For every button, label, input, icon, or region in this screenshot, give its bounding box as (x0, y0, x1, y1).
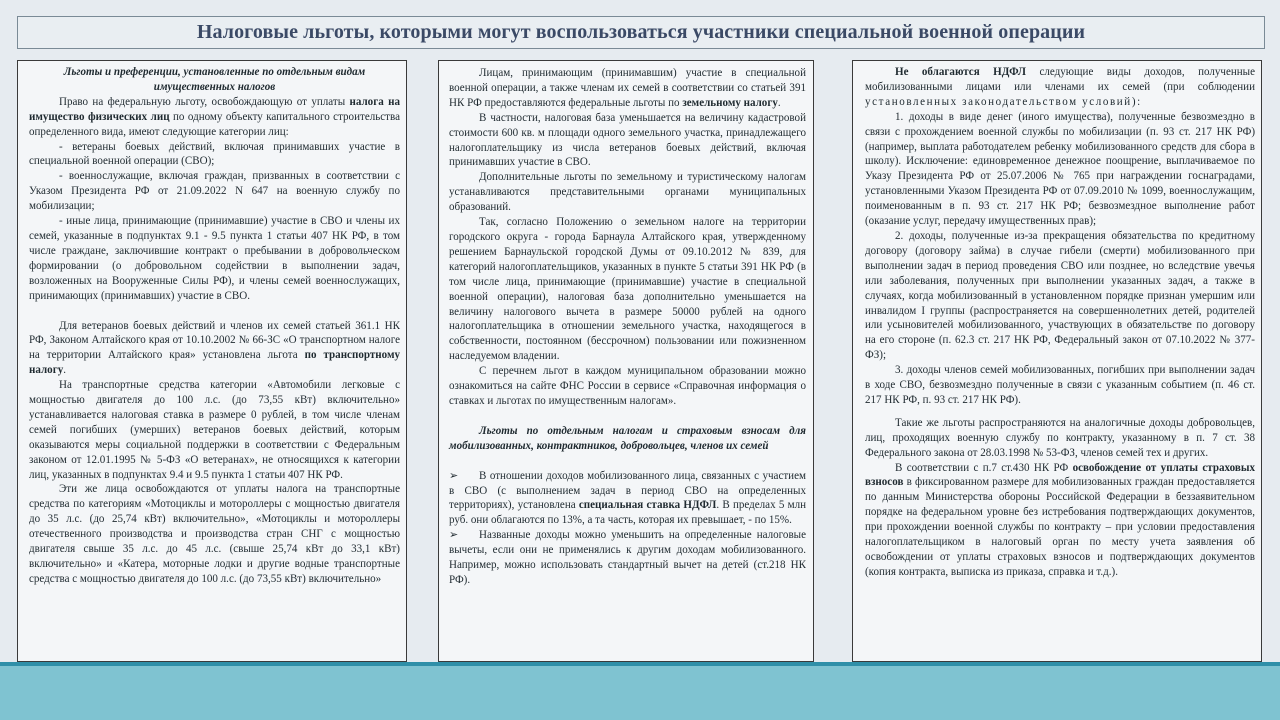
paragraph: С перечнем льгот в каждом муниципальном образовании можно ознакомиться на сайте ФНС России в сервисе «Справочная информация о ставках и льготах по имущественным налогам». (449, 365, 806, 407)
bullet-item (449, 469, 806, 529)
paragraph (449, 66, 806, 111)
text: . (777, 96, 781, 109)
paragraph: Такие же льготы распространяются на аналогичные доходы добровольцев, лиц, проходящих военную службу по контракту, указанному в п. 7 ст. 38 Федерального закона от 28.03.1998 № 53-ФЗ, членов семей тех и других. (865, 416, 1255, 459)
bullet-arrow-icon: ➢ (449, 469, 459, 482)
column-income-tax-exemptions (852, 60, 1262, 662)
paragraph: Эти же лица освобождаются от уплаты налога на транспортные средства по категориям «Мотоциклы и мотороллеры с мощностью двигателя до 35 л.с. (до 25,74 кВт) включительно», «Мотоциклы и мотороллеры отечественного производства и производства стран СНГ с мощностью двигателя свыше 35 л.с. до 45 л.с. (свыше 25,74 кВт до 33,1 кВт) включительно» и «Катера, моторные лодки и другие водные транспортные средства с мощностью двигателя до 100 л.с. (до 73,55 кВт) включительно» (29, 483, 400, 585)
text: В отношении доходов мобилизованного лица, связанных с участием в СВО (с выполнением задач в период СВО на определенных территориях), установлена (449, 469, 806, 512)
spacer (29, 304, 400, 319)
text: Право на федеральную льготу, освобождающую от уплаты (59, 95, 350, 108)
paragraph: Дополнительные льготы по земельному и туристическому налогам устанавливаются представительными органами муниципальных образований. (449, 171, 806, 214)
emphasis-text: земельному налогу (682, 96, 778, 109)
text: Названные доходы можно уменьшить на определенные налоговые вычеты, если они не применялись к другим доходам мобилизованного. Например, можно использовать стандартный вычет на детей (ст.218 НК РФ). (449, 529, 806, 586)
page-title: Налоговые льготы, которыми могут воспользоваться участники специальной военной операции (196, 21, 1086, 43)
paragraph (865, 461, 1255, 580)
text: установленных законодательством условий): (865, 95, 1142, 108)
spacer (449, 454, 806, 469)
paragraph: 2. доходы, полученные из-за прекращения обязательства по кредитному договору (договору займа) в случае гибели (смерти) мобилизованного при выполнении задач в период проведения СВО или позднее, но вследствие увечья или заболевания, полученных при выполнении указанных задач, а также в случаях, когда мобилизованный в установленном порядке признан умершим или инвалидом I группы (распространяется на совершеннолетних детей, родителей или усыновителей мобилизованного, участвующих в обязательстве по договору на его стороне (п. 62.3 ст. 217 НК РФ, Федеральный закон от 07.10.2022 № 377-ФЗ); (865, 229, 1255, 362)
column-property-tax-benefits (17, 60, 407, 662)
paragraph: Так, согласно Положению о земельном налоге на территории городского округа - города Барнаула Алтайского края, утвержденному решением Барнаульской городской Думы от 09.10.2012 № 839, для категорий налогоплательщиков, указанных в пункте 5 статьи 391 НК РФ (в том числе лица, принимающие (принимавшие) участие в специальной военной операции), налоговая база дополнительно уменьшается на величину налогового вычета в размере 50000 рублей на одного налогоплательщика в отношении земельного участка, находящегося в собственности, постоянном (бессрочном) пользовании или пожизненном наследуемом владении. (449, 216, 806, 363)
paragraph: В частности, налоговая база уменьшается на величину кадастровой стоимости 600 кв. м площади одного земельного участка, принадлежащего налогоплательщику из числа ветеранов боевых действий, включая принимавших участие в СВО. (449, 111, 806, 169)
text: . (63, 364, 67, 377)
title-box (17, 16, 1265, 49)
paragraph: На транспортные средства категории «Автомобили легковые с мощностью двигателя до 100 л.с. (до 73,55 кВт) включительно» устанавливается налоговая ставка в размере 0 рублей, в том числе членам семей погибших (умерших) ветеранов боевых действий, которым оказываются меры социальной поддержки в соответствии с Федеральным законом от 12.01.1995 № 5-ФЗ «О ветеранах», не относящихся к категории лиц, указанных в подпунктах 9.4 и 9.5 пункта 1 статьи 407 НК РФ. (29, 379, 400, 481)
paragraph (29, 95, 400, 140)
paragraph: - ветераны боевых действий, включая принимавших участие в специальной военной операции (СВО); (29, 140, 400, 168)
text: В соответствии с п.7 ст.430 НК РФ (895, 461, 1073, 474)
text: . В пределах 5 млн руб. они облагаются по 13%, а та часть, которая их превышает, - по 15%. (449, 499, 806, 527)
section-heading: Льготы по отдельным налогам и страховым взносам для мобилизованных, контрактников, добровольцев, членов их семей (449, 424, 806, 452)
paragraph: 3. доходы членов семей мобилизованных, погибших при выполнении задач в ходе СВО, безвозмездно полученные в связи с указанным событием (п. 46 ст. 217 НК РФ, п. 93 ст. 217 НК РФ). (865, 364, 1255, 406)
column-land-tax-benefits (438, 60, 814, 662)
bullet-item (449, 528, 806, 588)
paragraph: - иные лица, принимающие (принимавшие) участие в СВО и члены их семей, указанные в подпунктах 9.1 - 9.5 пункта 1 статьи 407 НК РФ, в том числе граждане, заключившие контракт о пребывании в добровольческом формировании (о добровольном содействии в выполнении задач, возложенных на Вооруженные Силы РФ), и члены семей военнослужащих, принимающих (принимавших) участие в СВО. (29, 215, 400, 302)
spacer (449, 409, 806, 424)
paragraph: 1. доходы в виде денег (иного имущества), полученные безвозмездно в связи с прохождением военной службы по мобилизации (п. 93 ст. 217 НК РФ) (например, выплата работодателем ребенку мобилизованного средств для сбора в школу). Исключение: единовременное денежное поощрение, выплачиваемое по Указу Президента РФ от 25.07.2006 № 765 при награждении госнаградами, установленными Указом Президента РФ от 07.09.2010 № 1099, военнослужащим, поименованным в п. 93 ст. 217 НК РФ; безвозмездное выполнение работ (оказание услуг, передачу имущественных прав); (865, 110, 1255, 228)
emphasis-text: освобождение от уплаты страховых взносов (865, 461, 1255, 489)
text: в фиксированном размере для мобилизованных граждан предоставляется по данным Министерства обороны Российской Федерации в беззаявительном порядке на федеральном уровне без истребования подтверждающих документов, при прохождении военной службы по контракту – при условии предоставления налогоплательщиком в налоговый орган по месту учета заявления об освобождении от уплаты страховых взносов и подтверждающих документов (копия контракта, выписка из приказа, справка и т.д.). (865, 476, 1255, 578)
emphasis-text: по транспортному налогу (29, 349, 400, 377)
emphasis-text: Не облагаются НДФЛ (895, 66, 1027, 78)
emphasis-text: специальная ставка НДФЛ (578, 499, 717, 512)
section-heading: Льготы и преференции, установленные по отдельным видам имущественных налогов (63, 66, 366, 93)
footer-stripe (0, 666, 1280, 720)
spacer (865, 408, 1255, 416)
text: Лицам, принимающим (принимавшим) участие в специальной военной операции, а также членам их семей в соответствии со статьей 391 НК РФ предоставляются федеральные льготы по (449, 67, 806, 109)
text: следующие виды доходов, полученные мобилизованными лицами или членами их семей (при соблюдении (865, 66, 1256, 93)
text: по одному объекту капитального строительства определенного вида, имеют следующие категории лиц: (29, 110, 400, 138)
paragraph: - военнослужащие, включая граждан, призванных в соответствии с Указом Президента РФ от 21.09.2022 N 647 на военную службу по мобилизации; (29, 170, 400, 213)
paragraph (865, 65, 1255, 110)
paragraph (29, 319, 400, 379)
bullet-arrow-icon: ➢ (449, 529, 459, 542)
text: Для ветеранов боевых действий и членов их семей статьей 361.1 НК РФ, Законом Алтайского края от 10.10.2002 № 66-ЗС «О транспортном налоге на территории Алтайского края» установлена льгота (29, 319, 400, 362)
emphasis-text: налога на имущество физических лиц (29, 95, 400, 123)
